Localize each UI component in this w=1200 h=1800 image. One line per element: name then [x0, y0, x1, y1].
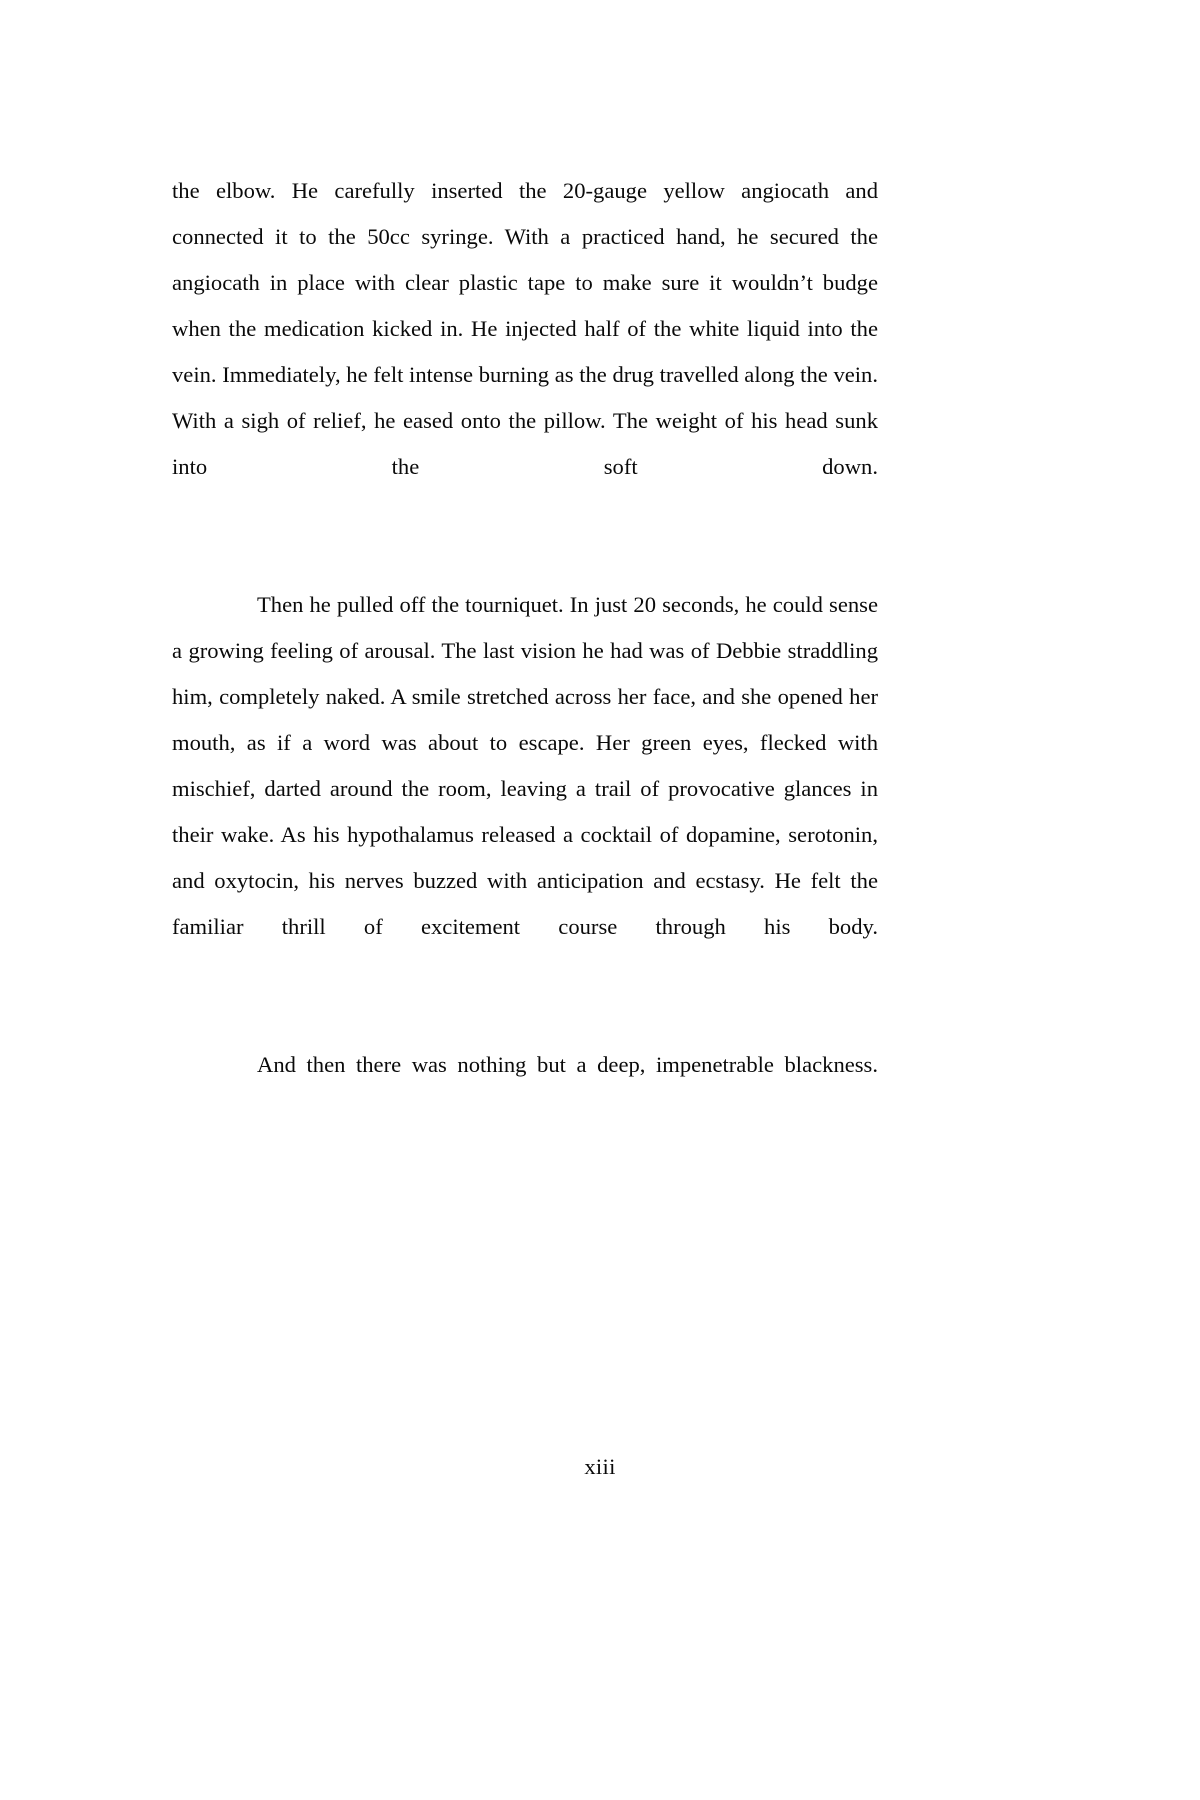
body-paragraph-2: Then he pulled off the tourniquet. In just 20 seconds, he could sense a growing feeling of arousal. The last vision he had was of Debbie straddling him, completely naked. A smile stretched across her face, and she opened her mouth, as if a word was about to escape. Her green eyes, flecked with mischief, darted around the room, leaving a trail of provocative glances in their wake. As his hypothalamus released a cocktail of dopamine, serotonin, and oxytocin, his nerves buzzed with anticipation and ecstasy. He felt the familiar thrill of excitement course through his body. — [172, 592, 878, 939]
page-body-text — [172, 168, 878, 1134]
body-paragraph-3: And then there was nothing but a deep, impenetrable blackness. — [257, 1052, 878, 1077]
page-number: xiii — [584, 1454, 616, 1479]
body-paragraph-1: the elbow. He carefully inserted the 20-gauge yellow angiocath and connected it to the 50cc syringe. With a practiced hand, he secured the angiocath in place with clear plastic tape to make sure it wouldn’t budge when the medication kicked in. He injected half of the white liquid into the vein. Immediately, he felt intense burning as the drug travelled along the vein. With a sigh of relief, he eased onto the pillow. The weight of his head sunk into the soft down. — [172, 178, 878, 479]
